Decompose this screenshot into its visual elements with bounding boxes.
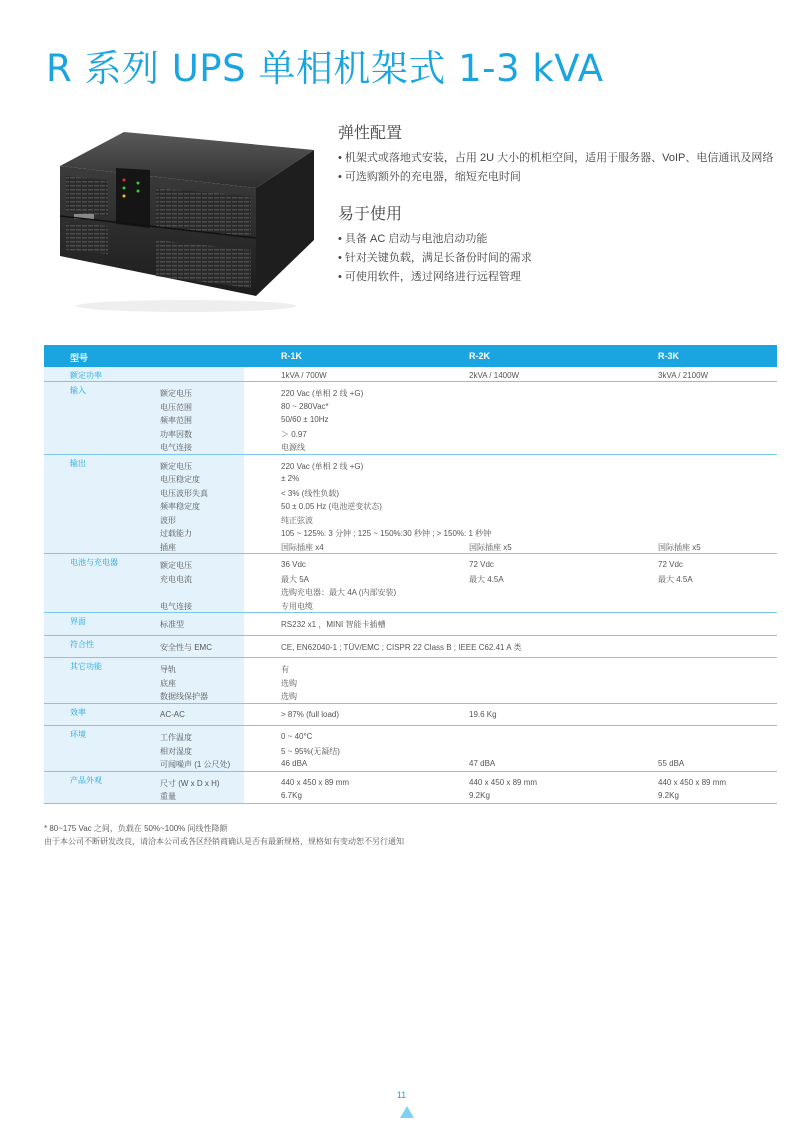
cell: 电源线 [281,443,305,452]
feature-item: • 可选购额外的充电器，缩短充电时间 [338,168,778,187]
table-header [44,345,777,367]
sub-label: 导轨 [160,665,176,674]
cell: 5 ~ 95%(无凝结) [281,746,340,756]
sub-label: 波形 [160,515,176,525]
header-r2k: R-2K [469,351,491,361]
row-label: 电池与充电器 [70,558,118,567]
cell: 220 Vac (单相 2 线 +G) [281,389,364,398]
cell: > 87% (full load) [281,709,340,719]
sub-label: 频率范围 [160,416,192,425]
cell: 有 [281,665,289,674]
sub-label: 电气连接 [160,601,192,611]
sub-label: 重量 [160,792,176,801]
cell: 0 ~ 40°C [281,732,313,741]
cell: 最大 4.5A [658,574,693,584]
sub-label: 额定电压 [160,461,192,471]
cell: 选购充电器：最大 4A (内部安装) [281,588,397,597]
cell: RS232 x1 ，MINI 智能卡插槽 [281,620,386,629]
sub-label: 充电电流 [160,574,192,584]
table-row-interface [44,613,777,636]
row-label: 界面 [70,617,86,626]
cell: 最大 4.5A [469,574,504,584]
sub-label: 频率稳定度 [160,502,200,511]
cell: 440 x 450 x 89 mm [658,777,727,787]
row-label: 其它功能 [70,662,102,671]
cell: CE, EN62040-1 ; TÜV/EMC ; CISPR 22 Class B ; IEEE C62.41 A 类 [281,642,522,652]
row-label: 产品外观 [70,775,102,785]
cell: 47 dBA [469,759,496,768]
feature-item: • 可使用软件，透过网络进行远程管理 [338,268,778,287]
cell: 9.2Kg [658,791,679,800]
flexible-config-heading: 弹性配置 [338,123,403,142]
cell: 1kVA / 700W [281,371,327,380]
footnote-disclaimer: 由于本公司不断研发改良，请洽本公司或各区经销商确认是否有最新规格，规格如有变动恕不另行通知 [44,837,404,846]
sub-label: 安全性与 EMC [160,642,212,652]
sub-label: 额定电压 [160,561,192,570]
cell: 440 x 450 x 89 mm [469,777,538,787]
sub-label: 标准型 [160,620,184,629]
row-label: 输入 [70,386,86,395]
table-row-efficiency [44,704,777,727]
cell: 最大 5A [281,574,310,584]
feature-item: • 针对关键负载，满足长备份时间的需求 [338,249,778,268]
cell: 105 ~ 125%: 3 分钟 ; 125 ~ 150%:30 秒钟 ; > 150%: 1 秒钟 [281,529,492,538]
footnotes [44,822,404,848]
table-row-environment [44,726,777,772]
sub-label: 电压范围 [160,402,192,412]
sub-label: 可闻噪声 (1 公尺处) [160,760,231,769]
page-number: 11 [396,1090,407,1100]
sub-label: 电气连接 [160,443,192,452]
table-row-rated-power [44,367,777,382]
table-row-input [44,382,777,455]
cell: 220 Vac (单相 2 线 +G) [281,461,364,471]
cell: 50/60 ± 10Hz [281,415,329,424]
cell: 2kVA / 1400W [469,371,520,380]
page-title: R 系列 UPS 单相机架式 1-3 kVA [46,47,604,90]
table-row-compliance [44,636,777,659]
cell: 选购 [281,678,297,688]
cell: 3kVA / 2100W [658,371,709,380]
sub-label: 电压稳定度 [160,475,200,484]
sub-label: 底座 [160,678,176,688]
feature-item: • 机架式或落地式安装，占用 2U 大小的机柜空间，适用于服务器、VoIP、电信通讯及网络 [338,149,778,168]
ups-product-image [46,128,321,318]
sub-label: 额定电压 [160,389,192,398]
sub-label: 工作温度 [160,733,192,742]
header-r3k: R-3K [658,351,680,361]
cell: 国际插座 x5 [469,542,512,552]
sub-label: 电压波形失真 [160,488,208,498]
ease-of-use-heading: 易于使用 [338,204,403,223]
cell: 国际插座 x4 [281,542,324,552]
cell: 36 Vdc [281,560,306,569]
features-panel [338,120,778,287]
row-label: 符合性 [70,639,94,649]
sub-label: 尺寸 (W x D x H) [160,778,220,788]
cell: ＞ 0.97 [281,429,307,439]
cell: 440 x 450 x 89 mm [281,777,350,787]
cell: 72 Vdc [658,560,683,569]
triangle-icon [400,1106,414,1118]
table-row-battery [44,554,777,613]
cell: 46 dBA [281,759,308,768]
row-label: 环境 [70,730,86,739]
row-label: 效率 [70,707,86,717]
header-model: 型号 [70,353,89,363]
cell: 9.2Kg [469,791,490,800]
cell: 80 ~ 280Vac* [281,401,329,411]
header-r1k: R-1K [281,351,303,361]
cell: 6.7Kg [281,791,302,800]
sub-label: 相对湿度 [160,746,192,756]
table-row-physical [44,772,777,804]
row-label: 额定功率 [70,371,102,380]
table-row-other-functions [44,658,777,704]
cell: ± 2% [281,474,300,483]
sub-label: AC-AC [160,709,185,719]
cell: < 3% (线性负载) [281,488,340,498]
sub-label: 数据线保护器 [160,692,208,701]
sub-label: 插座 [160,542,176,552]
sub-label: 功率因数 [160,429,192,439]
table-row-output [44,455,777,555]
footnote-derating: * 80~175 Vac 之间，负载在 50%~100% 间线性降额 [44,824,228,833]
cell: 纯正弦波 [281,515,313,525]
cell: 50 ± 0.05 Hz (电池逆变状态) [281,502,382,511]
cell: 55 dBA [658,759,685,768]
sub-label: 过载能力 [160,529,192,538]
spec-table [44,345,777,804]
row-label: 输出 [70,458,86,468]
cell: 19.6 Kg [469,709,497,719]
cell: 选购 [281,692,297,701]
feature-item: • 具备 AC 启动与电池启动功能 [338,230,778,249]
cell: 专用电缆 [281,601,313,611]
cell: 72 Vdc [469,560,494,569]
cell: 国际插座 x5 [658,542,701,552]
